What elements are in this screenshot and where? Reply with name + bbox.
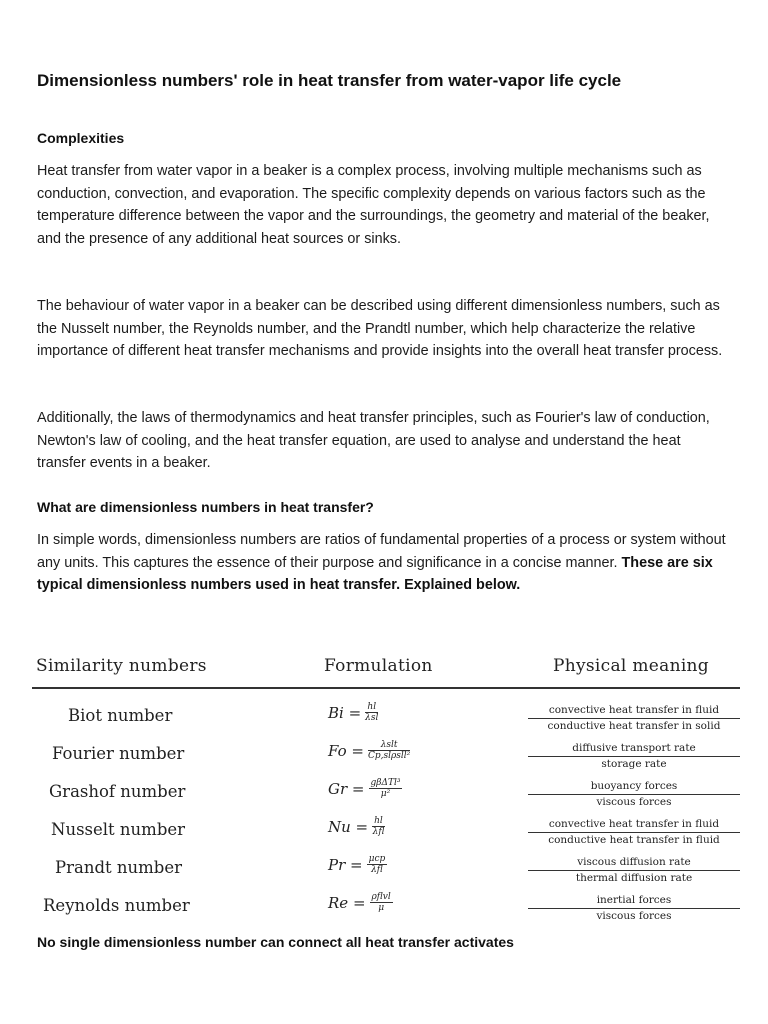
row-meaning: inertial forces viscous forces	[528, 894, 740, 923]
row-formula: Nu = $\frac{hl}{\text{λfl}}$	[328, 816, 385, 837]
row-formula: Gr = $\frac{\text{gβΔTl³}}{\text{μ²}}$	[328, 778, 401, 799]
header-formulation: Formulation	[324, 656, 433, 676]
row-formula: Bi = $\frac{hl}{\text{λsl}}$	[328, 702, 379, 723]
heading-complexities: Complexities	[37, 130, 125, 146]
row-name: Nusselt number	[51, 820, 186, 839]
paragraph-2: The behaviour of water vapor in a beaker can be described using different dimensionless numbers, such as the Nusselt number, the Reynolds number, and the Prandtl number, which help characterize the relative importance of different heat transfer mechanisms and provide insights into the overall heat transfer process.	[37, 298, 723, 359]
paragraph-1: Heat transfer from water vapor in a beaker is a complex process, involving multiple mechanisms such as conduction, convection, and evaporation. The specific complexity depends on various factors such as the temperature difference between the vapor and the surroundings, the geometry and material of the beaker, and the presence of any additional heat sources or sinks.	[37, 163, 710, 247]
header-similarity-numbers: Similarity numbers	[36, 656, 207, 676]
row-name: Biot number	[68, 706, 173, 725]
row-meaning: convective heat transfer in fluid conductive heat transfer in solid	[528, 704, 740, 733]
paragraph-3: Additionally, the laws of thermodynamics and heat transfer principles, such as Fourier's law of conduction, Newton's law of cooling, and the heat transfer equation, are used to analyse and understand the heat transfer events in a beaker.	[37, 410, 710, 471]
row-meaning: buoyancy forces viscous forces	[528, 780, 740, 809]
row-formula: Re = $\frac{\text{ρflvl}}{\mu}$	[328, 892, 391, 913]
similarity-numbers-table	[28, 650, 740, 932]
header-physical-meaning: Physical meaning	[553, 656, 709, 676]
heading-what-are-dimensionless-numbers: What are dimensionless numbers in heat transfer?	[37, 499, 374, 515]
paragraph-4-bold-text: These are six typical dimensionless numbers used in heat transfer. Explained below.	[37, 554, 713, 593]
row-name: Grashof number	[49, 782, 186, 801]
row-meaning: viscous diffusion rate thermal diffusion rate	[528, 856, 740, 885]
article-title: Dimensionless numbers' role in heat transfer from water-vapor life cycle	[37, 71, 622, 90]
row-name: Reynolds number	[43, 896, 190, 915]
paragraph-4-text: In simple words, dimensionless numbers are ratios of fundamental properties of a process or system without any units. This captures the essence of their purpose and significance in a concise manner.	[37, 532, 726, 571]
row-meaning: convective heat transfer in fluid conductive heat transfer in fluid	[528, 818, 740, 847]
row-name: Fourier number	[52, 744, 185, 763]
header-rule	[32, 687, 740, 689]
row-formula: Pr = $\frac{\text{μcp}}{\text{λfl}}$	[328, 854, 386, 875]
row-name: Prandt number	[55, 858, 183, 877]
footer-note: No single dimensionless number can connect all heat transfer activates	[37, 934, 514, 950]
paragraph-4	[37, 529, 731, 597]
row-formula: Fo = $\frac{\text{λslt}}{\text{Cp,slρsll²}}$	[328, 740, 411, 761]
row-meaning: diffusive transport rate storage rate	[528, 742, 740, 771]
